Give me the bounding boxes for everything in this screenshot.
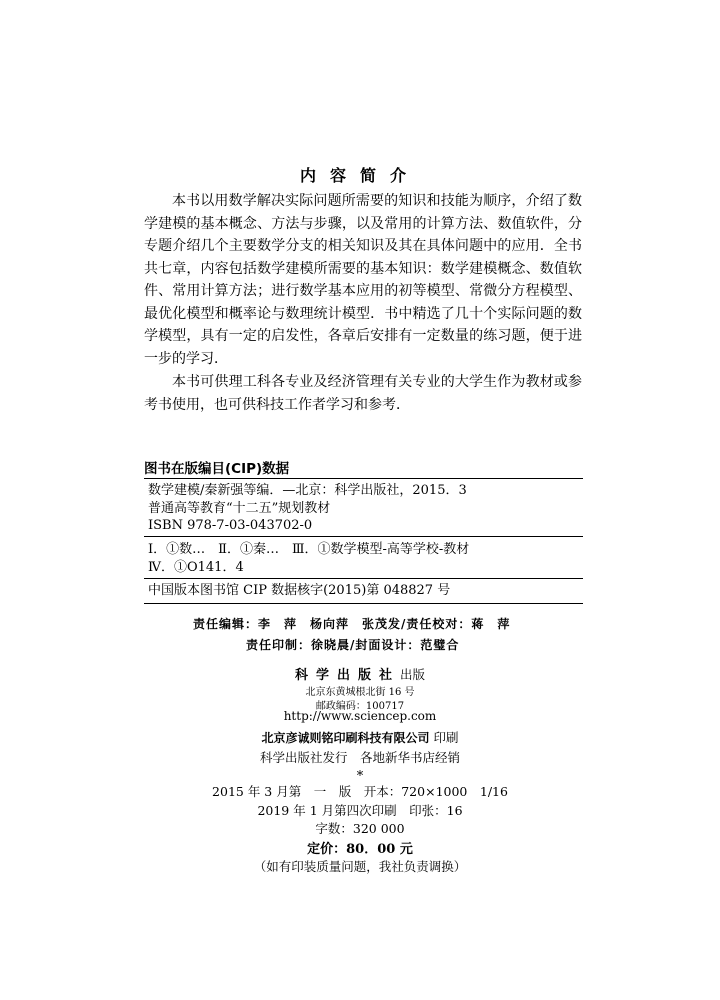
cip-heading: 图书在版编目(CIP)数据 bbox=[144, 461, 290, 477]
printer-line bbox=[0, 727, 720, 746]
printing-line: 2019 年 1 月第四次印刷 印张：16 bbox=[257, 803, 463, 818]
quality-notice: （如有印装质量问题，我社负责调换） bbox=[253, 859, 467, 874]
editor-credits: 责任编辑：李 萍 杨向萍 张茂发/责任校对：蒋 萍 bbox=[193, 617, 511, 631]
cip-title-line: 数学建模/秦新强等编．—北京：科学出版社，2015．3 bbox=[148, 483, 467, 498]
cip-series-line: 普通高等教育“十二五”规划教材 bbox=[148, 500, 331, 516]
price: 定价：80．00 元 bbox=[307, 842, 413, 857]
page-title: 内容简介 bbox=[299, 166, 420, 185]
publisher-name: 科学出版社 bbox=[294, 668, 400, 683]
cip-divider bbox=[144, 478, 583, 479]
cip-verify-block bbox=[148, 582, 582, 600]
intro-paragraph-1: 本书以用数学解决实际问题所需要的知识和技能为顺序，介绍了数学建模的基本概念、方法与步骤，以及常用的计算方法、数值软件，分专题介绍几个主要数学分支的相关知识及其在具体问题中的应用．全书共七章，内容包括数学建模所需要的基本知识：数学建模概念、数值软件、常用计算方法；进行数学基本应用的初等模型、常微分方程模型、最优化模型和概率论与数理统计模型．书中精选了几十个实际问题的数学模型，具有一定的启发性，各章后安排有一定数量的练习题，便于进一步的学习． bbox=[144, 193, 582, 367]
cip-classification-line: Ⅰ．①数… Ⅱ．①秦… Ⅲ．①数学模型-高等学校-教材 bbox=[148, 542, 470, 557]
intro-text bbox=[144, 190, 582, 416]
intro-paragraph-2: 本书可供理工科各专业及经济管理有关专业的大学生作为教材或参考书使用，也可供科技工作者学习和参考． bbox=[144, 374, 582, 413]
publisher-line bbox=[0, 664, 720, 683]
printer-suffix: 印刷 bbox=[433, 730, 459, 745]
production-credits: 责任印制：徐晓晨/封面设计：范璧合 bbox=[246, 638, 460, 652]
cip-verify-number: 中国版本图书馆 CIP 数据核字(2015)第 048827 号 bbox=[148, 583, 451, 598]
separator-star: * bbox=[356, 769, 364, 784]
cip-isbn: ISBN 978-7-03-043702-0 bbox=[148, 518, 313, 533]
cip-classification-block bbox=[148, 541, 582, 576]
cip-divider bbox=[144, 536, 583, 537]
edition-line: 2015 年 3 月第 一 版 开本：720×1000 1/16 bbox=[212, 784, 508, 799]
cip-catalog-block bbox=[148, 482, 582, 535]
cip-divider bbox=[144, 578, 583, 579]
distribution-line: 科学出版社发行 各地新华书店经销 bbox=[259, 750, 460, 765]
publisher-postcode: 邮政编码：100717 bbox=[315, 701, 405, 712]
cip-divider bbox=[144, 603, 583, 604]
cip-classification-line: Ⅳ．①O141．4 bbox=[148, 559, 244, 575]
word-count: 字数：320 000 bbox=[315, 821, 405, 836]
printer-name: 北京彦诚则铭印刷科技有限公司 bbox=[261, 731, 430, 745]
publisher-url: http://www.sciencep.com bbox=[283, 709, 437, 723]
publisher-address: 北京东黄城根北街 16 号 bbox=[305, 687, 415, 698]
publisher-suffix: 出版 bbox=[400, 667, 426, 682]
